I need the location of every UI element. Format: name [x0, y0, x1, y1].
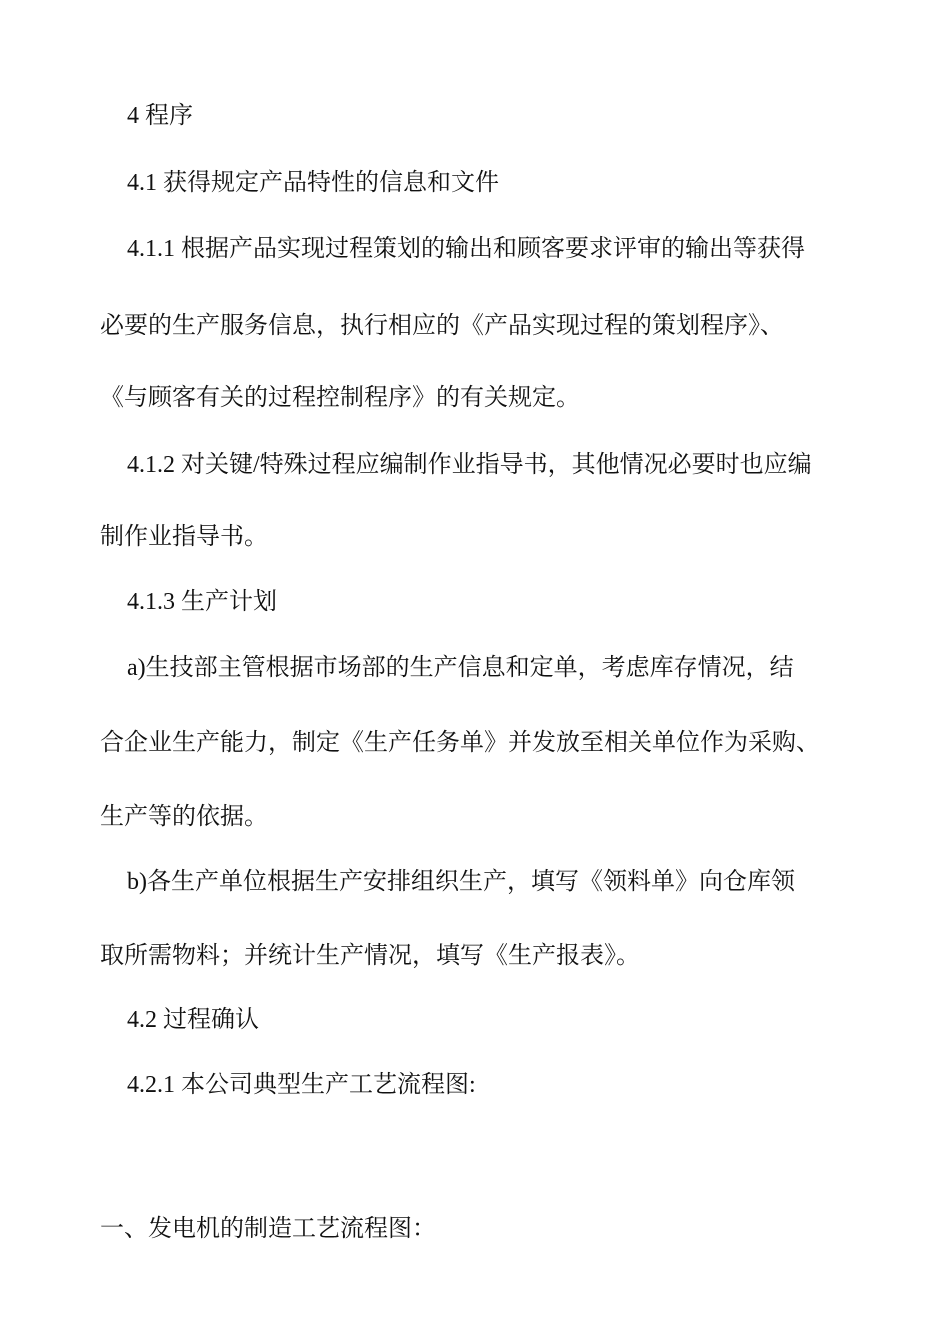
paragraph-4-1-1-line-1: 4.1.1 根据产品实现过程策划的输出和顾客要求评审的输出等获得: [127, 236, 805, 262]
section-heading-4-1: 4.1 获得规定产品特性的信息和文件: [127, 170, 499, 196]
section-heading-4-2: 4.2 过程确认: [127, 1007, 259, 1033]
paragraph-a-line-1: a)生技部主管根据市场部的生产信息和定单，考虑库存情况，结: [127, 655, 794, 681]
paragraph-4-1-1-line-3: 《与顾客有关的过程控制程序》的有关规定。: [100, 385, 580, 411]
paragraph-4-1-2-line-2: 制作业指导书。: [100, 524, 268, 550]
paragraph-b-line-2: 取所需物料；并统计生产情况，填写《生产报表》。: [100, 943, 640, 969]
section-heading-4-2-1: 4.2.1 本公司典型生产工艺流程图:: [127, 1072, 476, 1098]
paragraph-a-line-3: 生产等的依据。: [100, 804, 268, 830]
paragraph-b-line-1: b)各生产单位根据生产安排组织生产，填写《领料单》向仓库领: [127, 869, 795, 895]
section-heading-4: 4 程序: [127, 103, 193, 129]
section-heading-4-1-3: 4.1.3 生产计划: [127, 589, 277, 615]
paragraph-a-line-2: 合企业生产能力，制定《生产任务单》并发放至相关单位作为采购、: [100, 730, 820, 756]
paragraph-4-1-1-line-2: 必要的生产服务信息，执行相应的《产品实现过程的策划程序》、: [100, 313, 784, 339]
paragraph-4-1-2-line-1: 4.1.2 对关键/特殊过程应编制作业指导书，其他情况必要时也应编: [127, 452, 812, 478]
subheading-generator-flowchart: 一、发电机的制造工艺流程图：: [100, 1216, 436, 1242]
